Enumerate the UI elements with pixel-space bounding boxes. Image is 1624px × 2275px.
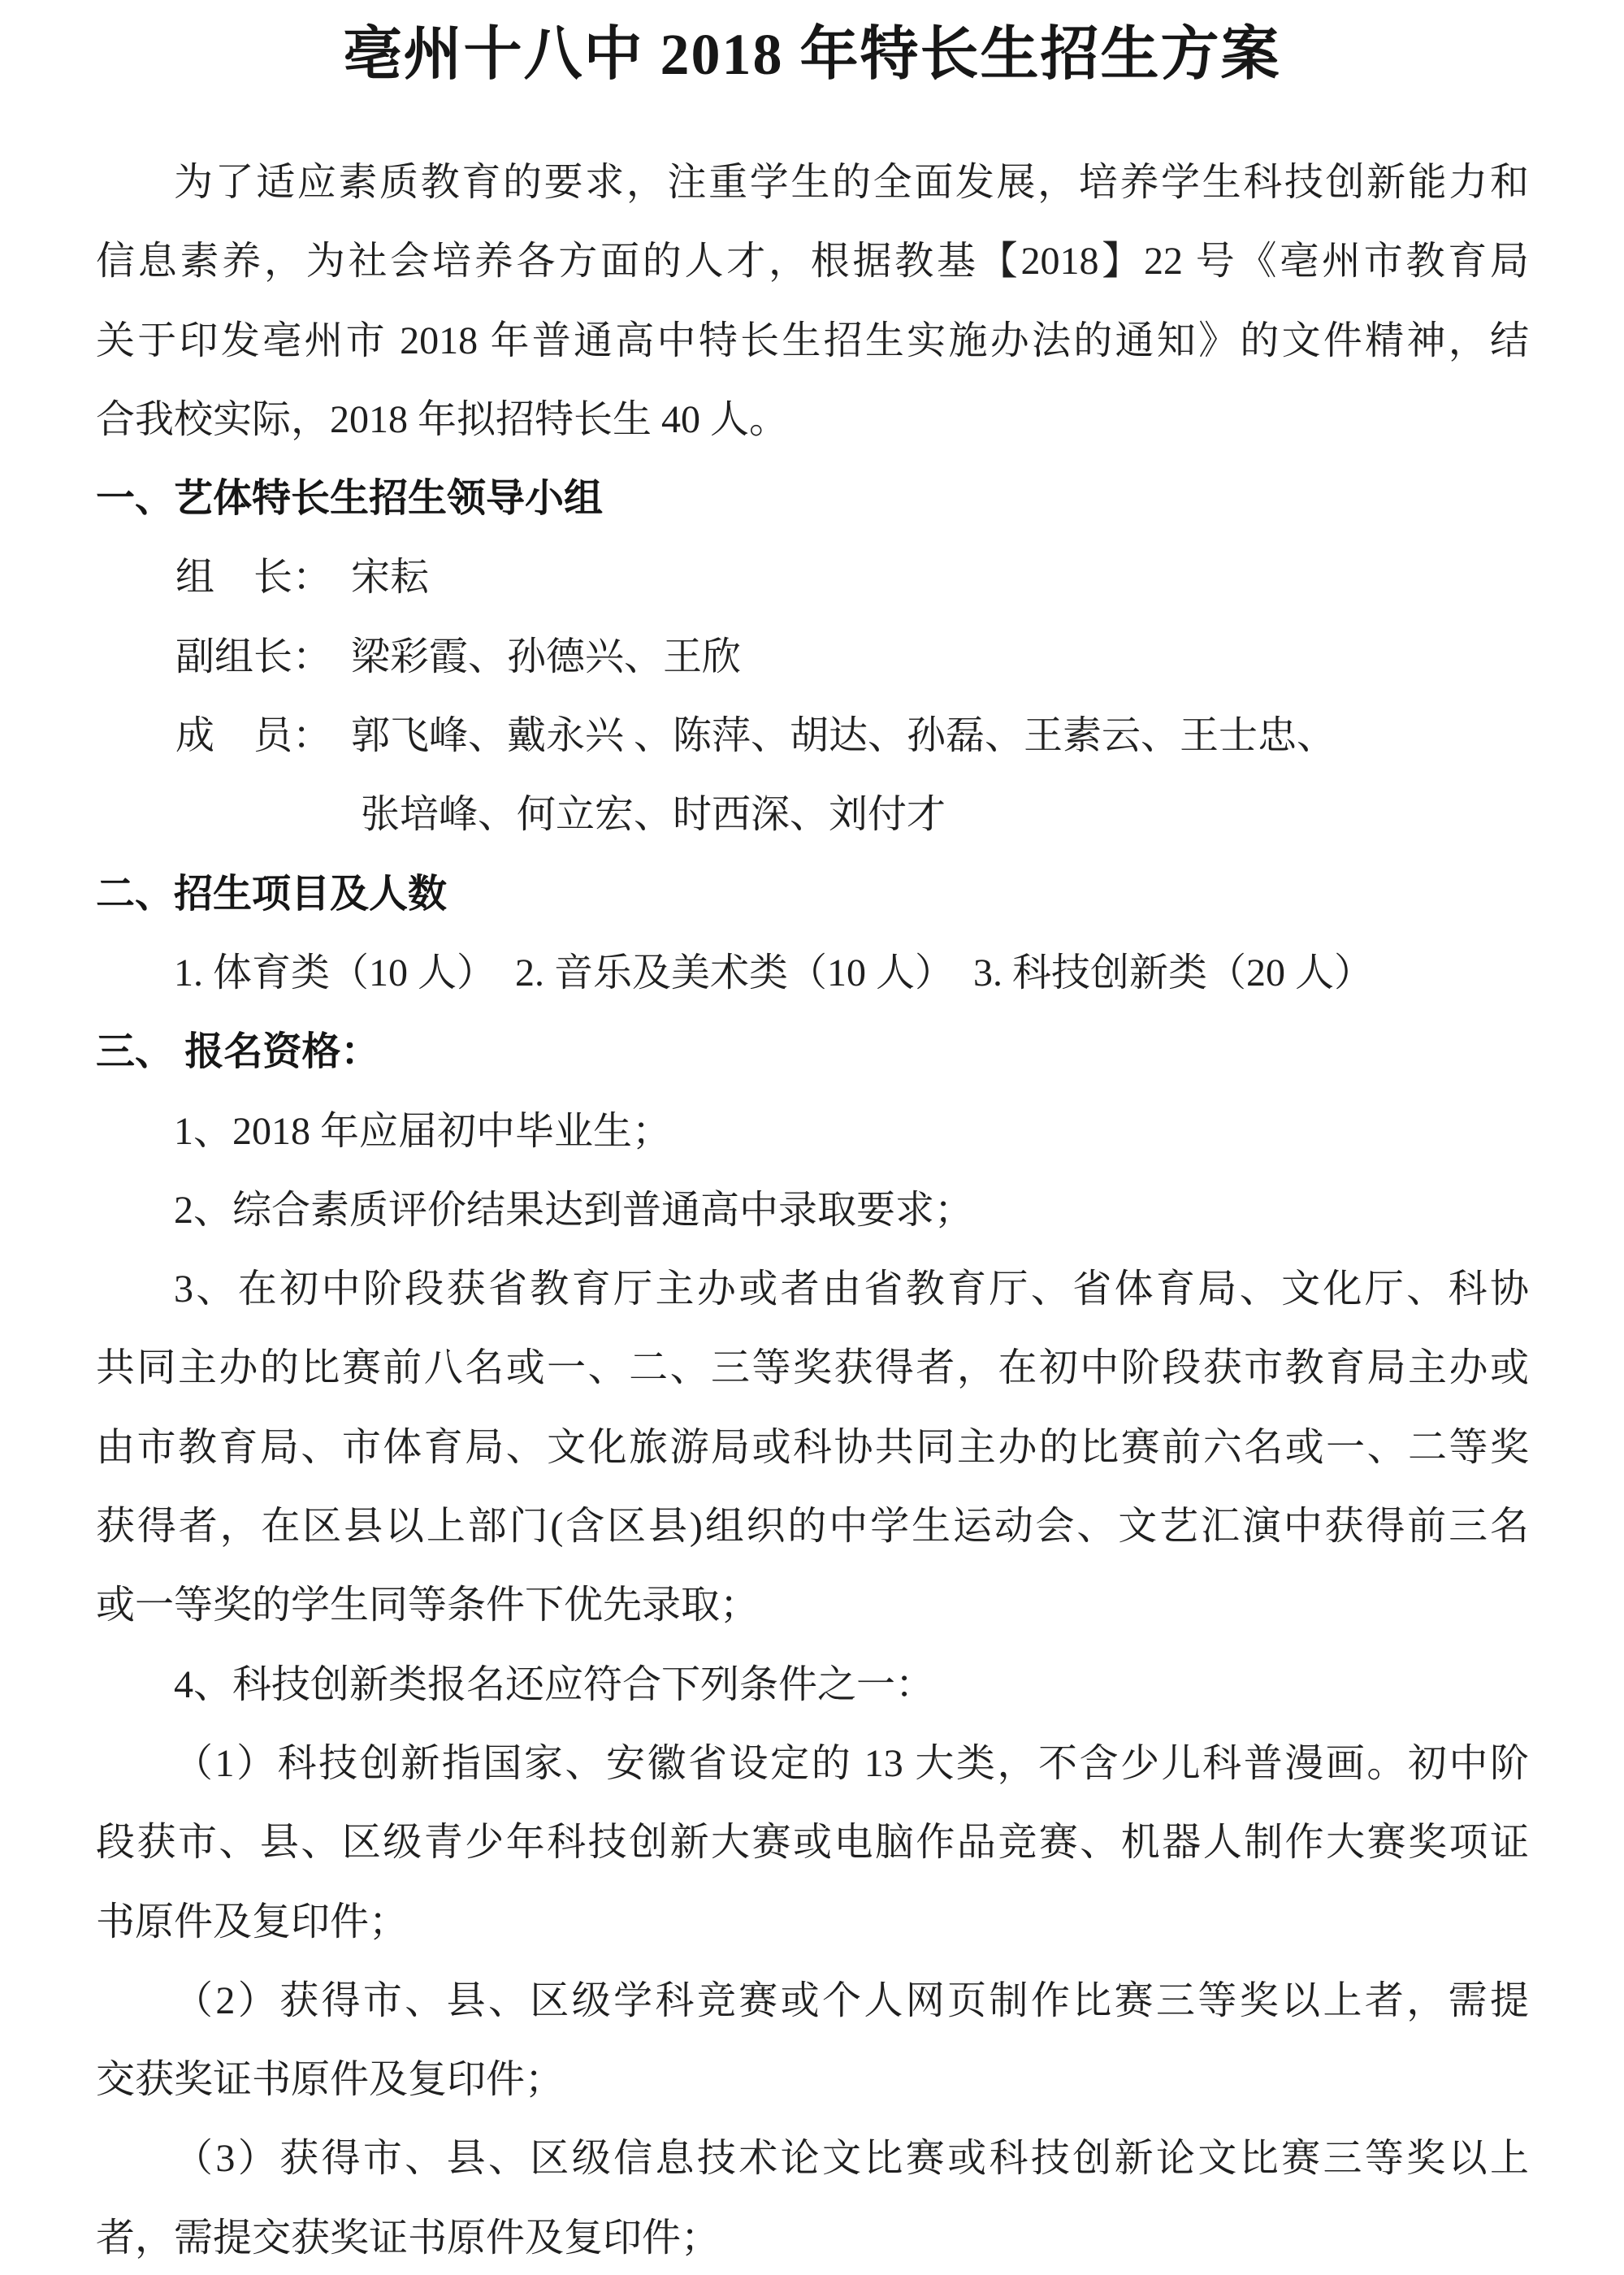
condition-2-line-1: （2）获得市、县、区级学科竞赛或个人网页制作比赛三等奖以上者，需提	[174, 1978, 1529, 2022]
qualification-3-line-4: 获得者，在区县以上部门(含区县)组织的中学生运动会、文艺汇演中获得前三名	[96, 1505, 1529, 1549]
intro-line-2: 信息素养，为社会培养各方面的人才，根据教基【2018】22 号《亳州市教育局	[96, 240, 1529, 284]
intro-line-4: 合我校实际，2018 年拟招特长生 40 人。	[96, 397, 789, 441]
qualification-3-line-1: 3、在初中阶段获省教育厅主办或者由省教育厅、省体育局、文化厅、科协	[174, 1268, 1529, 1311]
qualification-4: 4、科技创新类报名还应符合下列条件之一：	[174, 1662, 935, 1706]
condition-2-line-2: 交获奖证书原件及复印件；	[96, 2058, 565, 2102]
section-2-heading: 二、招生项目及人数	[96, 872, 448, 916]
condition-1-line-2: 段获市、县、区级青少年科技创新大赛或电脑作品竞赛、机器人制作大赛奖项证	[96, 1821, 1529, 1865]
intro-line-1: 为了适应素质教育的要求，注重学生的全面发展，培养学生科技创新能力和	[174, 161, 1529, 204]
qualification-1: 1、2018 年应届初中毕业生；	[174, 1109, 672, 1153]
section-3-heading: 三、 报名资格：	[96, 1030, 380, 1074]
members-line-2: 张培峰、何立宏、时西深、刘付才	[361, 793, 946, 837]
group-leader-line: 组 长： 宋耘	[175, 556, 430, 600]
members-line-1: 成 员： 郭飞峰、戴永兴 、陈萍、胡达、孙磊、王素云、王士忠、	[175, 714, 1336, 758]
section-1-heading: 一、艺体特长生招生领导小组	[96, 477, 604, 521]
condition-3-line-2: 者，需提交获奖证书原件及复印件；	[96, 2216, 721, 2260]
qualification-3-line-5: 或一等奖的学生同等条件下优先录取；	[96, 1584, 760, 1627]
condition-1-line-3: 书原件及复印件；	[96, 1900, 409, 1944]
document-body	[96, 143, 1529, 2275]
document-title: 亳州十八中 2018 年特长生招生方案	[343, 22, 1281, 87]
condition-1-line-1: （1）科技创新指国家、安徽省设定的 13 大类，不含少儿科普漫画。初中阶	[174, 1741, 1529, 1785]
qualification-3-line-3: 由市教育局、市体育局、文化旅游局或科协共同主办的比赛前六名或一、二等奖	[96, 1425, 1529, 1469]
enrollment-categories: 1. 体育类（10 人） 2. 音乐及美术类（10 人） 3. 科技创新类（20 人）	[174, 951, 1374, 994]
condition-3-line-1: （3）获得市、县、区级信息技术论文比赛或科技创新论文比赛三等奖以上	[174, 2137, 1529, 2181]
intro-line-3: 关于印发亳州市 2018 年普通高中特长生招生实施办法的通知》的文件精神，结	[96, 318, 1529, 362]
deputy-leaders-line: 副组长： 梁彩霞、孙德兴、王欣	[175, 635, 742, 678]
qualification-2: 2、综合素质评价结果达到普通高中录取要求；	[174, 1188, 974, 1232]
qualification-3-line-2: 共同主办的比赛前八名或一、二、三等奖获得者，在初中阶段获市教育局主办或	[96, 1346, 1529, 1390]
